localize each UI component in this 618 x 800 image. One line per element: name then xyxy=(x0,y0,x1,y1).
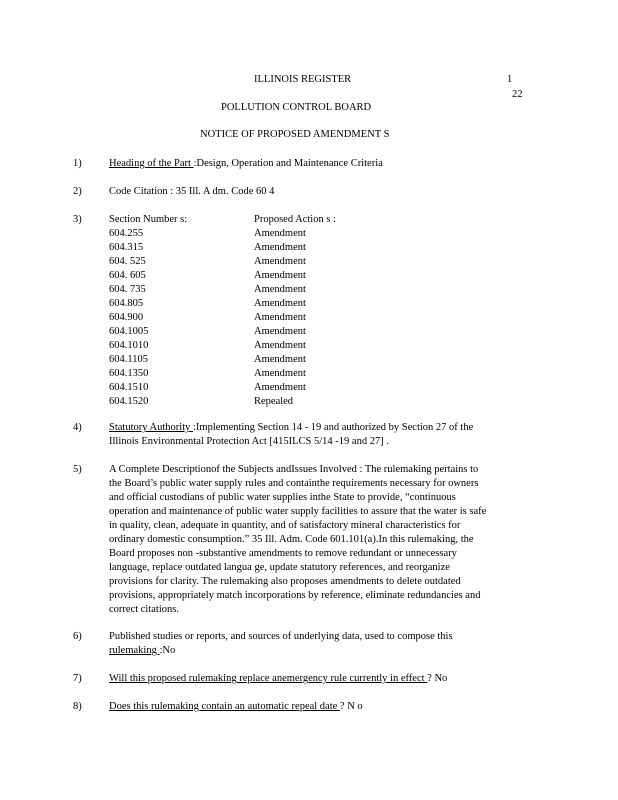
proposed-action: Amendment xyxy=(254,368,306,379)
register-title: ILLINOIS REGISTER xyxy=(254,74,352,85)
item-5-description xyxy=(109,463,539,617)
notice-heading: NOTICE OF PROPOSED AMENDMENT S xyxy=(200,129,390,140)
section-number: 604. 525 xyxy=(109,256,146,267)
description-line: the Board’s public water supply rules and containthe requirements necessary for owners xyxy=(109,478,479,489)
item-6-line-2 xyxy=(109,644,175,658)
section-numbers-header: Section Number s: xyxy=(109,214,188,225)
item-4-line-2: Illinois Environmental Protection Act [415ILCS 5/14 -19 and 27] . xyxy=(109,436,389,447)
agency-name: POLLUTION CONTROL BOARD xyxy=(221,102,372,113)
item-8 xyxy=(109,700,363,714)
item-2-number: 2) xyxy=(73,186,82,197)
section-number: 604.255 xyxy=(109,228,144,239)
item-7-label: Will this proposed rulemaking replace anemergency rule currently in effect xyxy=(109,673,428,684)
description-line: Board proposes non -substantive amendments to remove redundant or unnecessary xyxy=(109,548,457,559)
item-6-label: rulemaking xyxy=(109,645,160,656)
section-number: 604.1520 xyxy=(109,396,149,407)
item-8-answer: ? N o xyxy=(339,701,363,712)
proposed-action: Amendment xyxy=(254,354,306,365)
item-7-answer: ? No xyxy=(427,673,448,684)
item-8-label: Does this rulemaking contain an automatic repeal date xyxy=(109,701,340,712)
proposed-actions-header: Proposed Action s : xyxy=(254,214,336,225)
proposed-action: Amendment xyxy=(254,256,306,267)
page-number-line1: 1 xyxy=(507,74,513,85)
item-8-number: 8) xyxy=(73,701,82,712)
proposed-action: Amendment xyxy=(254,312,306,323)
proposed-action: Repealed xyxy=(254,396,294,407)
proposed-action: Amendment xyxy=(254,284,306,295)
section-number: 604.1005 xyxy=(109,326,149,337)
proposed-action: Amendment xyxy=(254,270,306,281)
description-line: A Complete Descriptionof the Subjects andIssues Involved : The rulemaking pertains to xyxy=(109,464,479,475)
proposed-action: Amendment xyxy=(254,382,306,393)
item-1-number: 1) xyxy=(73,158,82,169)
item-1 xyxy=(109,157,383,171)
proposed-action: Amendment xyxy=(254,326,306,337)
item-7-number: 7) xyxy=(73,673,82,684)
proposed-action: Amendment xyxy=(254,340,306,351)
section-number: 604.1105 xyxy=(109,354,148,365)
section-number: 604. 735 xyxy=(109,284,146,295)
description-line: provisions for clarity. The rulemaking also proposes amendments to delete outdated xyxy=(109,576,461,587)
description-line: operation and maintenance of public water supply facilities to assure that the water is safe xyxy=(109,506,487,517)
item-2-text: Code Citation : 35 Ill. A dm. Code 60 4 xyxy=(109,186,275,197)
section-number: 604.315 xyxy=(109,242,144,253)
description-line: provisions, appropriately match incorporations by reference, eliminate redundancies and xyxy=(109,590,481,601)
item-1-label: Heading of the Part xyxy=(109,158,194,169)
item-1-text: :Design, Operation and Maintenance Criteria xyxy=(193,158,383,169)
item-4-line-1 xyxy=(109,421,473,435)
description-line: language, replace outdated langua ge, update statutory references, and reorganize xyxy=(109,562,450,573)
section-number: 604.1010 xyxy=(109,340,149,351)
item-5-number: 5) xyxy=(73,464,82,475)
item-4-label: Statutory Authority xyxy=(109,422,193,433)
description-line: in quality, clean, adequate in quantity, and of satisfactory mineral characteristics for xyxy=(109,520,461,531)
section-number: 604.1510 xyxy=(109,382,149,393)
section-number: 604. 605 xyxy=(109,270,146,281)
proposed-action: Amendment xyxy=(254,242,306,253)
item-3-number: 3) xyxy=(73,214,82,225)
item-6-number: 6) xyxy=(73,631,82,642)
section-number: 604.900 xyxy=(109,312,144,323)
section-number: 604.1350 xyxy=(109,368,149,379)
item-6-line-1: Published studies or reports, and sources of underlying data, used to compose this xyxy=(109,631,453,642)
description-line: correct citations. xyxy=(109,604,179,615)
item-7 xyxy=(109,672,447,686)
proposed-action: Amendment xyxy=(254,228,306,239)
description-line: ordinary domestic consumption.” 35 Ill. Adm. Code 601.101(a).In this rulemaking, the xyxy=(109,534,474,545)
item-6-answer: :No xyxy=(159,645,176,656)
proposed-action: Amendment xyxy=(254,298,306,309)
page-number-line2: 22 xyxy=(512,89,523,100)
item-4-number: 4) xyxy=(73,422,82,433)
item-4-text: :Implementing Section 14 - 19 and authorized by Section 27 of the xyxy=(193,422,474,433)
section-number: 604.805 xyxy=(109,298,144,309)
description-line: and official custodians of public water supplies inthe State to provide, “continuous xyxy=(109,492,456,503)
